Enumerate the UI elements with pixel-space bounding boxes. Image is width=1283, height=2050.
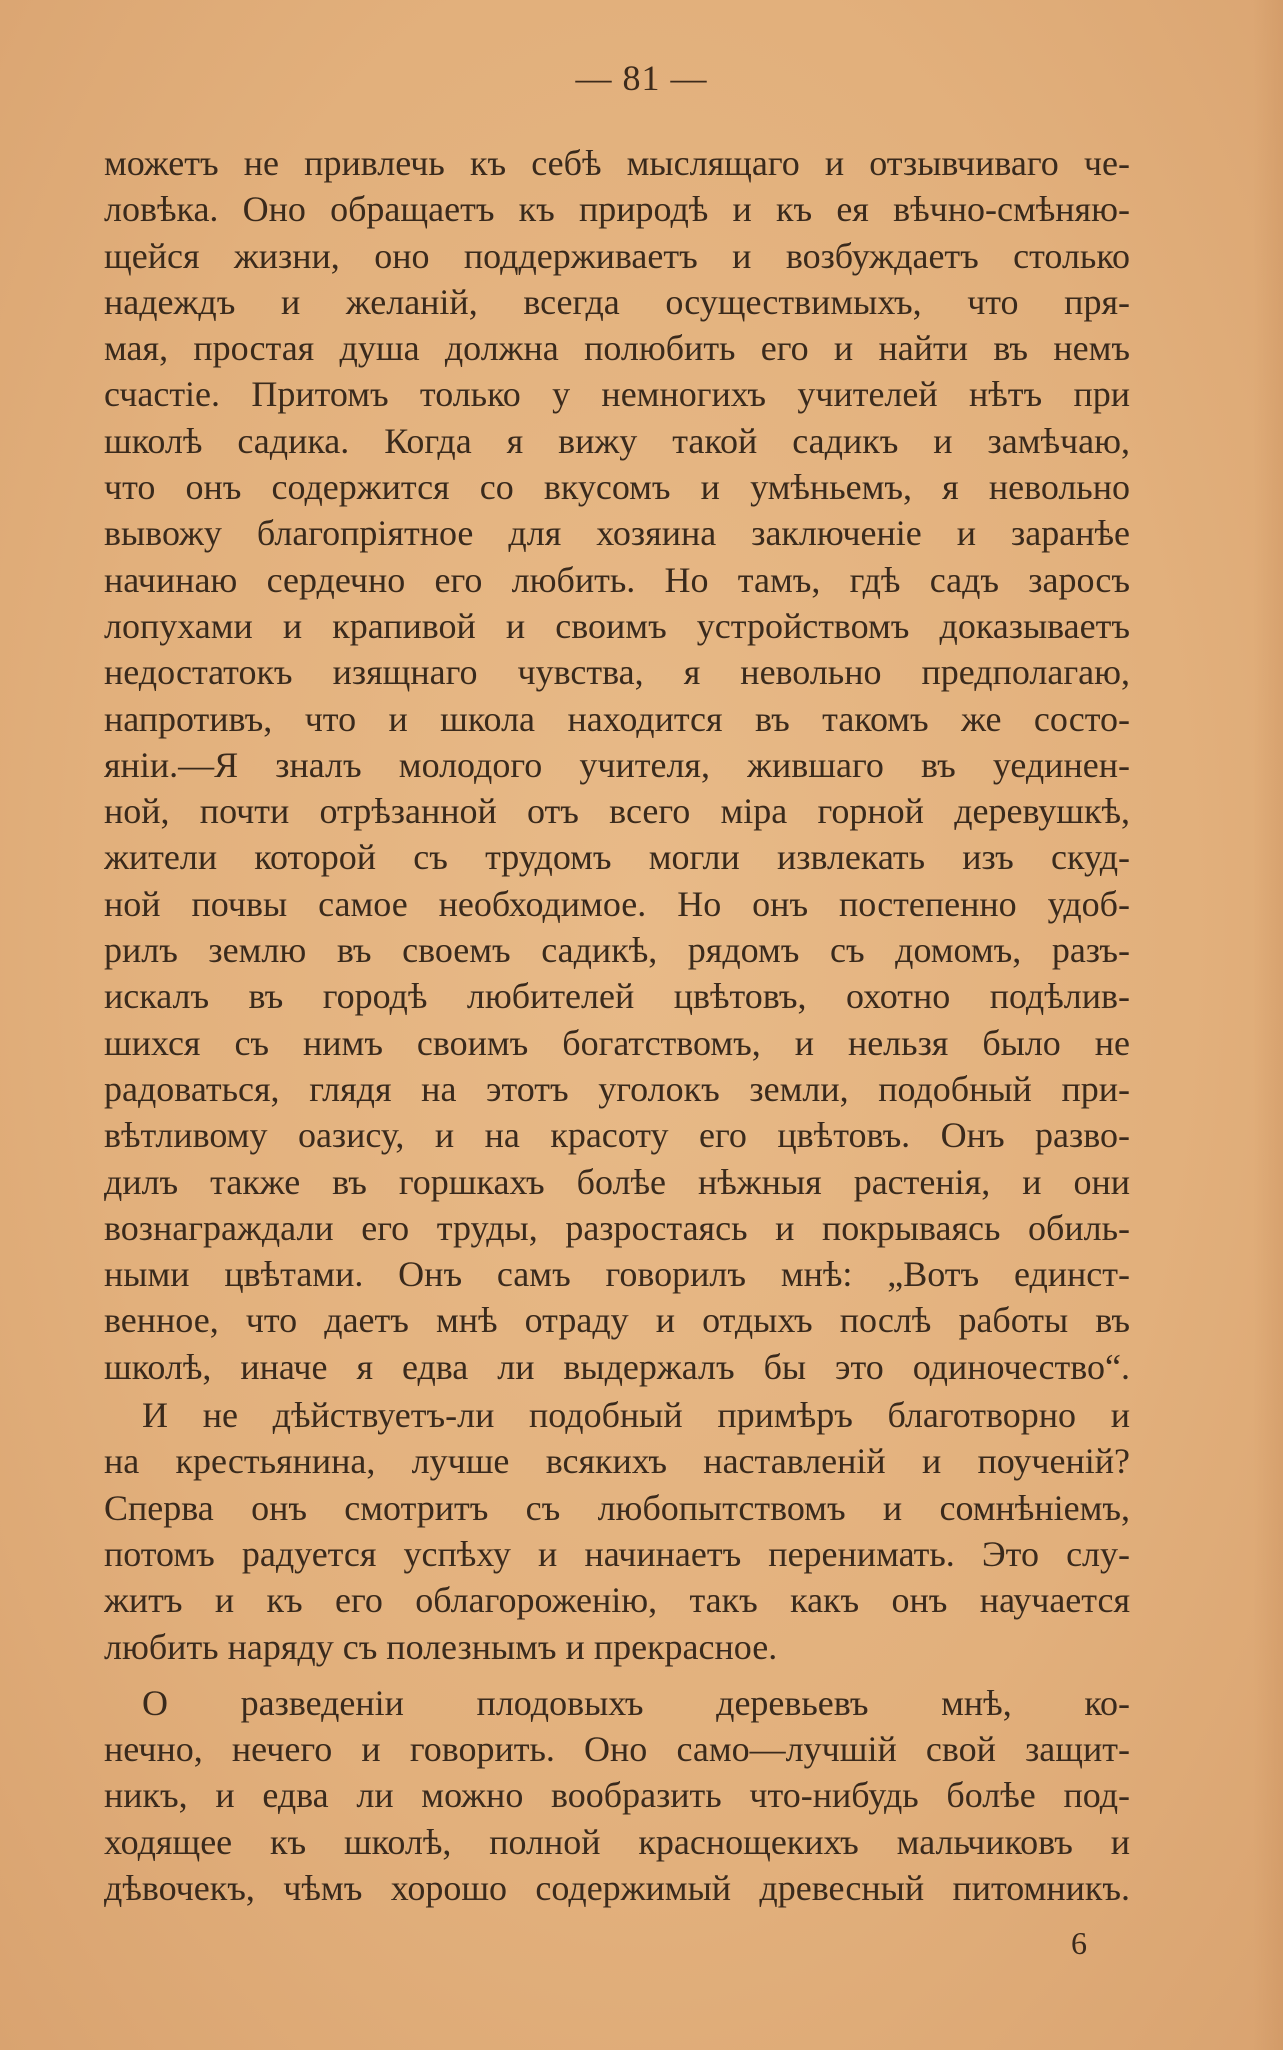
text-line: житъ и къ его облагороженію, такъ какъ онъ научается <box>104 1580 1130 1621</box>
text-line: О разведеніи плодовыхъ деревьевъ мнѣ, ко- <box>142 1682 1130 1723</box>
text-line: рилъ землю въ своемъ садикѣ, рядомъ съ домомъ, разъ- <box>104 930 1130 971</box>
text-line: шихся съ нимъ своимъ богатствомъ, и нельзя было не <box>104 1022 1130 1063</box>
text-line: радоваться, глядя на этотъ уголокъ земли, подобный при- <box>104 1068 1130 1109</box>
text-line: мая, простая душа должна полюбить его и найти въ немъ <box>104 328 1130 369</box>
text-line: дѣвочекъ, чѣмъ хорошо содержимый древесный питомникъ. <box>104 1867 1130 1908</box>
paragraph-2 <box>104 1392 1130 1670</box>
text-line: школѣ, иначе я едва ли выдержалъ бы это одиночество“. <box>104 1346 1130 1387</box>
text-line: яніи.—Я зналъ молодого учителя, жившаго въ уединен- <box>104 744 1130 785</box>
text-line: вознаграждали его труды, разростаясь и покрываясь обиль- <box>104 1207 1130 1248</box>
text-line: ной, почти отрѣзанной отъ всего міра горной деревушкѣ, <box>104 791 1130 832</box>
text-line: вѣтливому оазису, и на красоту его цвѣтовъ. Онъ разво- <box>104 1115 1130 1156</box>
signature-mark: 6 <box>1071 1925 1087 1961</box>
text-line: можетъ не привлечь къ себѣ мыслящаго и отзывчиваго че- <box>104 143 1130 183</box>
text-line: вывожу благопріятное для хозяина заключеніе и заранѣе <box>104 513 1130 554</box>
text-line: надеждъ и желаній, всегда осуществимыхъ, что пря- <box>104 281 1130 322</box>
text-line: на крестьянина, лучше всякихъ наставленій и поученій? <box>104 1441 1130 1482</box>
text-line: венное, что даетъ мнѣ отраду и отдыхъ послѣ работы въ <box>104 1300 1130 1341</box>
page-edge-shadow <box>1253 0 1283 2050</box>
text-line: жители которой съ трудомъ могли извлекать изъ скуд- <box>104 837 1130 878</box>
text-line: счастіе. Притомъ только у немногихъ учителей нѣтъ при <box>104 374 1130 415</box>
text-line: напротивъ, что и школа находится въ такомъ же состо- <box>104 698 1130 739</box>
text-line: ловѣка. Оно обращаетъ къ природѣ и къ ея вѣчно-смѣняю- <box>104 189 1130 230</box>
text-line: любить наряду съ полезнымъ и прекрасное. <box>104 1626 778 1667</box>
text-line: что онъ содержится со вкусомъ и умѣньемъ, я невольно <box>104 467 1130 508</box>
page-number-header: — 81 — <box>575 58 708 98</box>
text-line: недостатокъ изящнаго чувства, я невольно предполагаю, <box>104 652 1130 693</box>
text-line: ной почвы самое необходимое. Но онъ постепенно удоб- <box>104 883 1130 924</box>
text-line: школѣ садика. Когда я вижу такой садикъ и замѣчаю, <box>104 420 1130 461</box>
text-line: потомъ радуется успѣху и начинаетъ перенимать. Это слу- <box>104 1533 1130 1574</box>
text-line: Сперва онъ смотритъ съ любопытствомъ и сомнѣніемъ, <box>104 1487 1130 1528</box>
text-line: щейся жизни, оно поддерживаетъ и возбуждаетъ столько <box>104 235 1130 276</box>
text-line: искалъ въ городѣ любителей цвѣтовъ, охотно подѣлив- <box>104 976 1130 1017</box>
text-line: лопухами и крапивой и своимъ устройствомъ доказываетъ <box>104 605 1130 646</box>
text-line: никъ, и едва ли можно вообразить что-нибудь болѣе под- <box>104 1775 1130 1816</box>
text-line: дилъ также въ горшкахъ болѣе нѣжныя растенія, и они <box>104 1161 1130 1202</box>
text-line: начинаю сердечно его любить. Но тамъ, гдѣ садъ заросъ <box>104 559 1130 600</box>
text-line: ходящее къ школѣ, полной краснощекихъ мальчиковъ и <box>104 1821 1130 1862</box>
text-line: ными цвѣтами. Онъ самъ говорилъ мнѣ: „Вотъ единст- <box>104 1254 1130 1295</box>
text-line: И не дѣйствуетъ-ли подобный примѣръ благотворно и <box>142 1395 1130 1436</box>
body-text <box>104 140 1130 1911</box>
paragraph-1 <box>104 140 1130 1390</box>
paragraph-3 <box>104 1680 1130 1911</box>
text-line: нечно, нечего и говорить. Оно само—лучшій свой защит- <box>104 1729 1130 1770</box>
